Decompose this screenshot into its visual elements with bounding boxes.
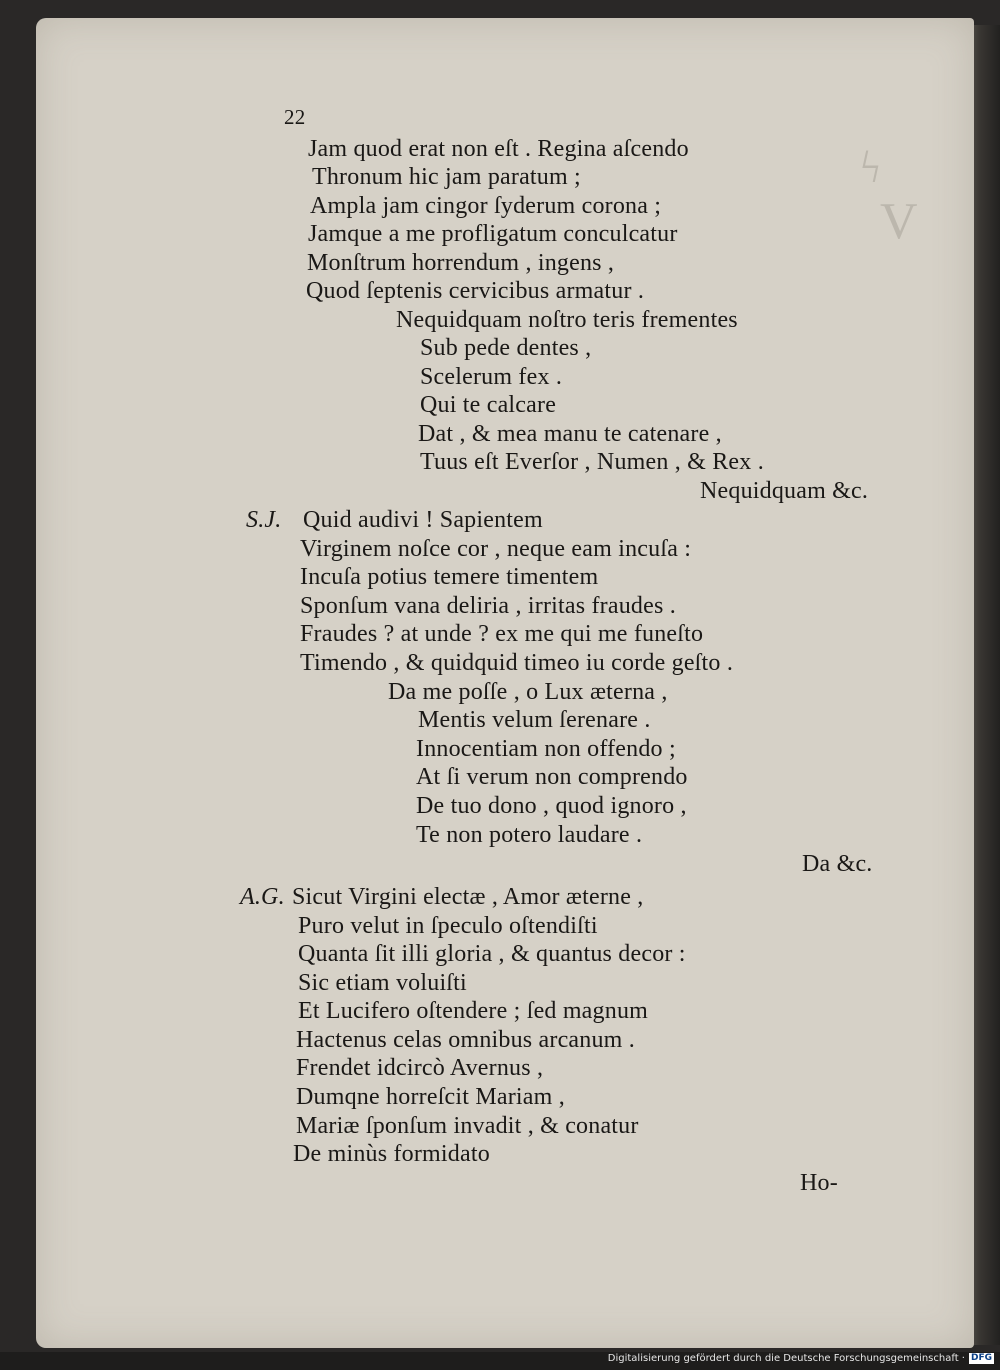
aria-line: Tuus eſt Everſor , Numen , & Rex . xyxy=(420,449,764,475)
verse-line: Quid audivi ! Sapientem xyxy=(303,507,543,533)
funding-notice xyxy=(608,1353,994,1364)
verse-line: Dumqne horreſcit Mariam , xyxy=(296,1084,565,1110)
funding-notice-text: Digitalisierung gefördert durch die Deutsche Forschungsgemeinschaft · xyxy=(607,1353,965,1364)
verse-line: Incuſa potius temere timentem xyxy=(300,564,599,590)
verse-line: Fraudes ? at unde ? ex me qui me funeſto xyxy=(300,621,704,647)
verse-line: Quanta ſit illi gloria , & quantus decor : xyxy=(298,941,686,967)
aria-line: At ſi verum non comprendo xyxy=(416,764,688,790)
verse-line: Sic etiam voluiſti xyxy=(298,970,467,996)
aria-line: Mentis velum ſerenare . xyxy=(418,707,651,733)
show-through-decoration: ϟ xyxy=(860,141,881,192)
aria-line: Sub pede dentes , xyxy=(420,335,592,361)
aria-line: Dat , & mea manu te catenare , xyxy=(418,421,722,447)
verse-line: Et Lucifero oſtendere ; ſed magnum xyxy=(298,998,649,1024)
aria-line: Scelerum fex . xyxy=(420,364,563,390)
speaker-label: S.J. xyxy=(246,507,282,533)
verse-line: Ampla jam cingor ſyderum corona ; xyxy=(310,193,662,219)
refrain-line: Da &c. xyxy=(802,851,873,877)
aria-line: Nequidquam noſtro teris frementes xyxy=(396,307,738,333)
aria-line: Da me poſſe , o Lux æterna , xyxy=(388,679,668,705)
aria-line: De tuo dono , quod ignoro , xyxy=(416,793,687,819)
page-number: 22 xyxy=(284,105,306,129)
aria-line: Qui te calcare xyxy=(420,392,557,418)
verse-line: Quod ſeptenis cervicibus armatur . xyxy=(306,278,645,304)
verse-line: Hactenus celas omnibus arcanum . xyxy=(296,1027,635,1053)
verse-line: Timendo , & quidquid timeo iu corde geſto . xyxy=(300,650,734,676)
catchword: Ho- xyxy=(800,1170,838,1196)
verse-line: Sicut Virgini electæ , Amor æterne , xyxy=(292,884,644,910)
verse-line: Puro velut in ſpeculo oſtendiſti xyxy=(298,913,598,939)
refrain-line: Nequidquam &c. xyxy=(700,478,869,504)
dfg-logo: DFG xyxy=(970,1353,992,1363)
verse-line: Virginem noſce cor , neque eam incuſa : xyxy=(300,536,692,562)
verse-line: Jamque a me profligatum conculcatur xyxy=(308,221,678,247)
verse-line: Mariæ ſponſum invadit , & conatur xyxy=(296,1113,639,1139)
verse-line: Frendet idcircò Avernus , xyxy=(296,1055,544,1081)
verse-line: Jam quod erat non eſt . Regina aſcendo xyxy=(308,136,689,162)
verse-line: Monſtrum horrendum , ingens , xyxy=(307,250,615,276)
show-through-decoration: V xyxy=(880,193,918,250)
aria-line: Innocentiam non offendo ; xyxy=(416,736,676,762)
verse-line: Sponſum vana deliria , irritas fraudes . xyxy=(300,593,676,619)
verse-line: Thronum hic jam paratum ; xyxy=(312,164,581,190)
verse-line: De minùs formidato xyxy=(293,1141,490,1167)
aria-line: Te non potero laudare . xyxy=(416,822,643,848)
speaker-label: A.G. xyxy=(240,884,285,910)
